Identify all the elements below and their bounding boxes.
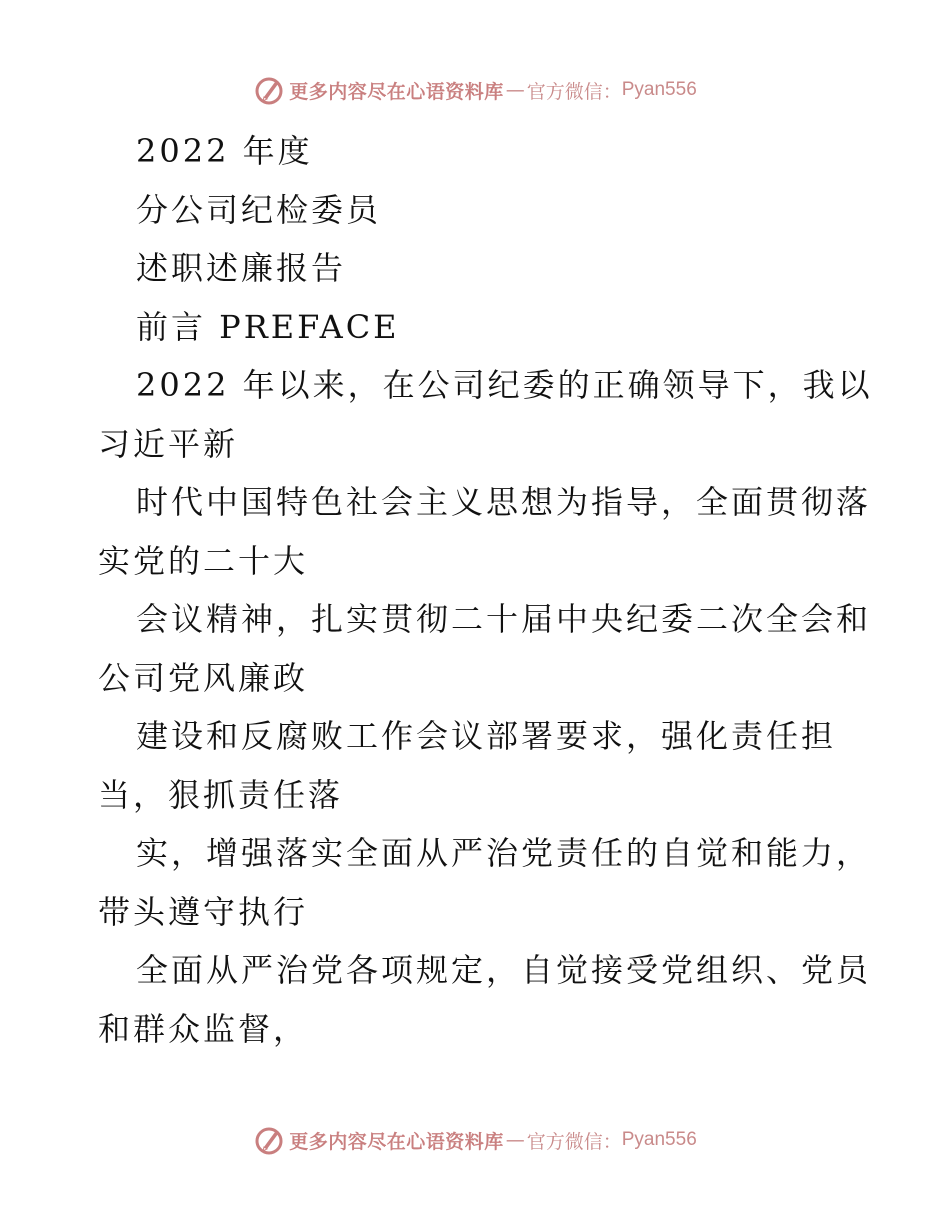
title-position: 分公司纪检委员 bbox=[136, 190, 382, 229]
paragraph-line: 公司党风廉政 bbox=[98, 658, 309, 697]
watermark-separator: — bbox=[505, 79, 525, 101]
paragraph-line: 全面从严治党各项规定，自觉接受党组织、党员 bbox=[136, 951, 872, 989]
title-year: 2022 年度 bbox=[136, 132, 313, 170]
title-report: 述职述廉报告 bbox=[136, 249, 347, 287]
footer-watermark bbox=[0, 1120, 950, 1160]
paragraph-line: 当，狠抓责任落 bbox=[98, 775, 344, 814]
paragraph-line: 实党的二十大 bbox=[98, 541, 309, 580]
preface-heading: 前言 PREFACE bbox=[136, 307, 400, 346]
watermark-wechat-id: Pyan556 bbox=[621, 79, 697, 100]
paragraph-line: 会议精神，扎实贯彻二十届中央纪委二次全会和 bbox=[136, 600, 872, 638]
paragraph-line: 实，增强落实全面从严治党责任的自觉和能力， bbox=[136, 834, 872, 872]
watermark-separator: — bbox=[505, 1129, 525, 1151]
paragraph-line: 2022 年以来，在公司纪委的正确领导下，我以 bbox=[136, 366, 873, 404]
paragraph-line: 带头遵守执行 bbox=[98, 892, 309, 931]
paragraph-line: 习近平新 bbox=[98, 424, 239, 463]
paragraph-line: 和群众监督， bbox=[98, 1009, 309, 1048]
circle-pen-logo-icon bbox=[253, 74, 285, 106]
circle-pen-logo-icon bbox=[253, 1124, 285, 1156]
header-watermark bbox=[0, 70, 950, 110]
watermark-wechat-id: Pyan556 bbox=[621, 1129, 697, 1150]
document-body bbox=[98, 122, 873, 1058]
watermark-wechat-label: 官方微信： bbox=[526, 1130, 622, 1153]
watermark-brand: 更多内容尽在心语资料库 bbox=[289, 80, 504, 103]
watermark-wechat-label: 官方微信： bbox=[526, 80, 622, 103]
paragraph-line: 建设和反腐败工作会议部署要求，强化责任担 bbox=[136, 717, 837, 755]
watermark-brand: 更多内容尽在心语资料库 bbox=[289, 1130, 504, 1153]
paragraph-line: 时代中国特色社会主义思想为指导，全面贯彻落 bbox=[136, 483, 872, 521]
